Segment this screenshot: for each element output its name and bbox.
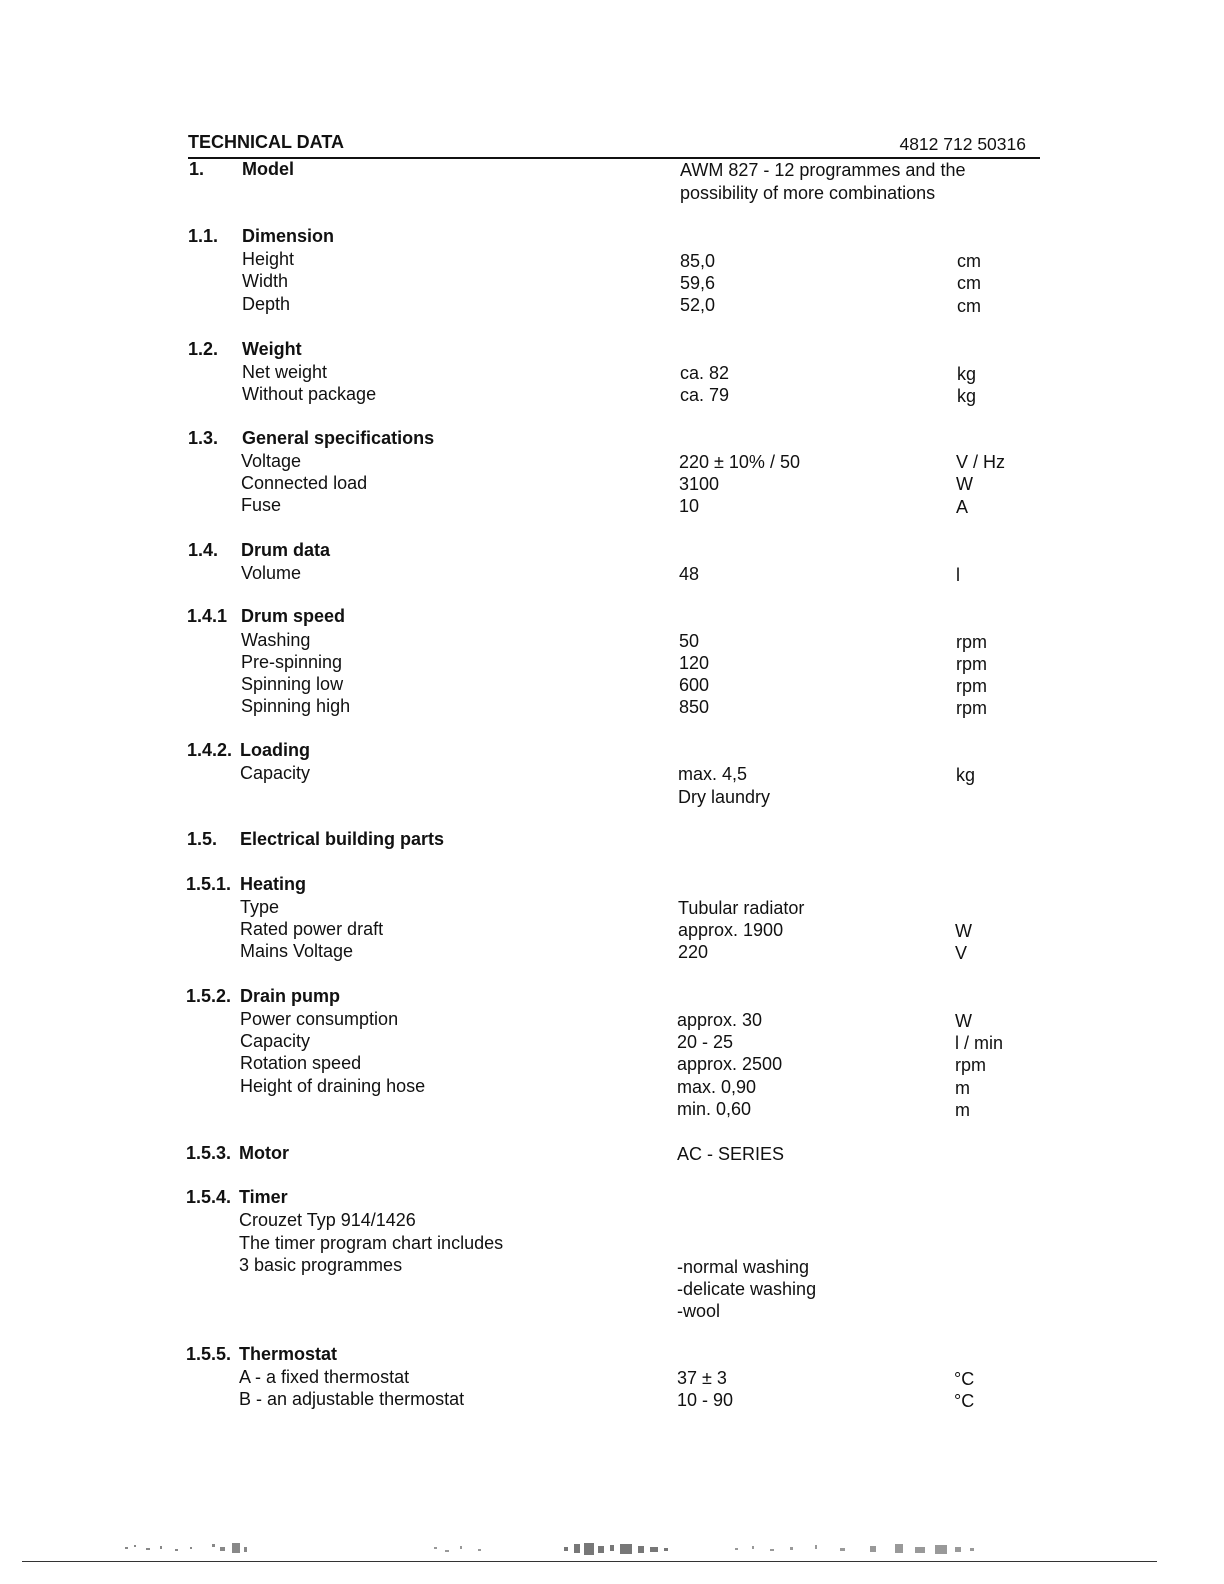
spec-label: A - a fixed thermostat bbox=[239, 1367, 410, 1387]
spec-unit: W bbox=[955, 1011, 972, 1031]
spec-value: AC - SERIES bbox=[677, 1144, 785, 1164]
section-number: 1.1. bbox=[188, 226, 219, 246]
section-title: Loading bbox=[240, 740, 310, 760]
section-number: 1.5. bbox=[187, 829, 218, 849]
scan-edge-line bbox=[22, 1561, 1157, 1562]
section-number: 1.2. bbox=[188, 339, 219, 359]
spec-label: Height bbox=[242, 249, 295, 269]
spec-value: 37 ± 3 bbox=[677, 1368, 727, 1388]
spec-value: 600 bbox=[679, 675, 710, 695]
spec-value: ca. 82 bbox=[680, 363, 730, 383]
spec-label: Type bbox=[240, 897, 280, 917]
spec-label: Power consumption bbox=[240, 1009, 399, 1029]
spec-label: Height of draining hose bbox=[240, 1076, 426, 1096]
section-number: 1.3. bbox=[188, 428, 219, 448]
section-title: Motor bbox=[239, 1143, 289, 1163]
spec-unit: cm bbox=[957, 251, 981, 271]
spec-label: Volume bbox=[241, 563, 302, 583]
section-title: General specifications bbox=[242, 428, 435, 448]
spec-unit: rpm bbox=[956, 632, 987, 652]
section-number: 1.5.1. bbox=[186, 874, 232, 894]
spec-unit: rpm bbox=[956, 654, 987, 674]
spec-unit: kg bbox=[957, 364, 977, 384]
section-number: 1.5.2. bbox=[186, 986, 232, 1006]
spec-value: 50 bbox=[679, 631, 700, 651]
page-title: TECHNICAL DATA bbox=[188, 132, 344, 152]
spec-label: Rotation speed bbox=[240, 1053, 362, 1073]
spec-value: Dry laundry bbox=[678, 787, 771, 807]
section-title: Thermostat bbox=[239, 1344, 338, 1364]
spec-value: 52,0 bbox=[680, 295, 716, 315]
spec-unit: W bbox=[956, 474, 973, 494]
spec-unit: A bbox=[956, 497, 969, 517]
spec-label: The timer program chart includes bbox=[239, 1233, 504, 1253]
spec-label: Capacity bbox=[240, 1031, 311, 1051]
spec-label: Washing bbox=[241, 630, 311, 650]
section-title: Electrical building parts bbox=[240, 829, 445, 849]
programme-item: -wool bbox=[677, 1301, 721, 1321]
spec-label: Rated power draft bbox=[240, 919, 384, 939]
spec-label: Voltage bbox=[241, 451, 302, 471]
spec-value: 220 ± 10% / 50 bbox=[679, 452, 800, 472]
spec-unit: l bbox=[956, 565, 960, 585]
spec-value: min. 0,60 bbox=[677, 1099, 752, 1119]
section-title: Timer bbox=[239, 1187, 288, 1207]
spec-value: 220 bbox=[678, 942, 709, 962]
spec-value: Tubular radiator bbox=[678, 898, 805, 918]
programme-item: -normal washing bbox=[677, 1257, 810, 1277]
spec-label: Mains Voltage bbox=[240, 941, 354, 961]
section-number: 1.5.4. bbox=[186, 1187, 232, 1207]
spec-unit: kg bbox=[957, 386, 977, 406]
section-title: Weight bbox=[242, 339, 302, 359]
spec-unit: kg bbox=[956, 765, 976, 785]
section-title: Drum data bbox=[241, 540, 331, 560]
spec-unit: rpm bbox=[955, 1055, 986, 1075]
spec-value: 10 - 90 bbox=[677, 1390, 734, 1410]
spec-value: approx. 1900 bbox=[678, 920, 784, 940]
spec-value: 10 bbox=[679, 496, 700, 516]
page-header bbox=[188, 131, 1040, 159]
spec-unit: cm bbox=[957, 296, 981, 316]
spec-label: Spinning high bbox=[241, 696, 351, 716]
spec-unit: °C bbox=[954, 1391, 975, 1411]
section-number: 1.4. bbox=[188, 540, 219, 560]
spec-unit: °C bbox=[954, 1369, 975, 1389]
section-number: 1.4.1 bbox=[187, 606, 228, 626]
spec-value: ca. 79 bbox=[680, 385, 730, 405]
section-number: 1.5.5. bbox=[186, 1344, 232, 1364]
section-title: Drum speed bbox=[241, 606, 346, 626]
spec-value: max. 0,90 bbox=[677, 1077, 757, 1097]
spec-value: 20 - 25 bbox=[677, 1032, 734, 1052]
spec-label: B - an adjustable thermostat bbox=[239, 1389, 465, 1409]
spec-label: Capacity bbox=[240, 763, 311, 783]
spec-unit: m bbox=[955, 1100, 970, 1120]
spec-label: Fuse bbox=[241, 495, 282, 515]
spec-unit: rpm bbox=[956, 698, 987, 718]
model-value: AWM 827 - 12 programmes and the bbox=[680, 160, 966, 180]
scan-noise-graphic bbox=[730, 1541, 980, 1557]
spec-value: 85,0 bbox=[680, 251, 716, 271]
document-number: 4812 712 50316 bbox=[899, 134, 1026, 154]
spec-unit: m bbox=[955, 1078, 970, 1098]
spec-unit: rpm bbox=[956, 676, 987, 696]
section-number: 1.4.2. bbox=[187, 740, 233, 760]
spec-value: 3100 bbox=[679, 474, 720, 494]
spec-label: Connected load bbox=[241, 473, 368, 493]
scan-noise-graphic bbox=[430, 1541, 500, 1557]
scan-noise-graphic bbox=[120, 1541, 270, 1557]
spec-unit: cm bbox=[957, 273, 981, 293]
spec-label: Net weight bbox=[242, 362, 328, 382]
programme-item: -delicate washing bbox=[677, 1279, 817, 1299]
spec-label: Width bbox=[242, 271, 289, 291]
spec-value: 59,6 bbox=[680, 273, 716, 293]
section-number: 1. bbox=[189, 159, 205, 179]
model-value: possibility of more combinations bbox=[680, 183, 936, 203]
section-title: Model bbox=[242, 159, 294, 179]
spec-value: 120 bbox=[679, 653, 710, 673]
spec-label: Depth bbox=[242, 294, 291, 314]
spec-label: Crouzet Typ 914/1426 bbox=[239, 1210, 416, 1230]
spec-label: 3 basic programmes bbox=[239, 1255, 403, 1275]
spec-unit: W bbox=[955, 921, 972, 941]
section-title: Drain pump bbox=[240, 986, 341, 1006]
spec-label: Without package bbox=[242, 384, 377, 404]
section-number: 1.5.3. bbox=[186, 1143, 232, 1163]
spec-value: max. 4,5 bbox=[678, 764, 748, 784]
spec-unit: l / min bbox=[955, 1033, 1004, 1053]
spec-value: 48 bbox=[679, 564, 700, 584]
spec-label: Spinning low bbox=[241, 674, 344, 694]
section-title: Dimension bbox=[242, 226, 335, 246]
spec-unit: V / Hz bbox=[956, 452, 1006, 472]
spec-unit: V bbox=[955, 943, 968, 963]
spec-label: Pre-spinning bbox=[241, 652, 343, 672]
section-title: Heating bbox=[240, 874, 307, 894]
spec-value: approx. 2500 bbox=[677, 1054, 783, 1074]
spec-value: 850 bbox=[679, 697, 710, 717]
scan-noise-graphic bbox=[560, 1541, 680, 1557]
spec-value: approx. 30 bbox=[677, 1010, 763, 1030]
